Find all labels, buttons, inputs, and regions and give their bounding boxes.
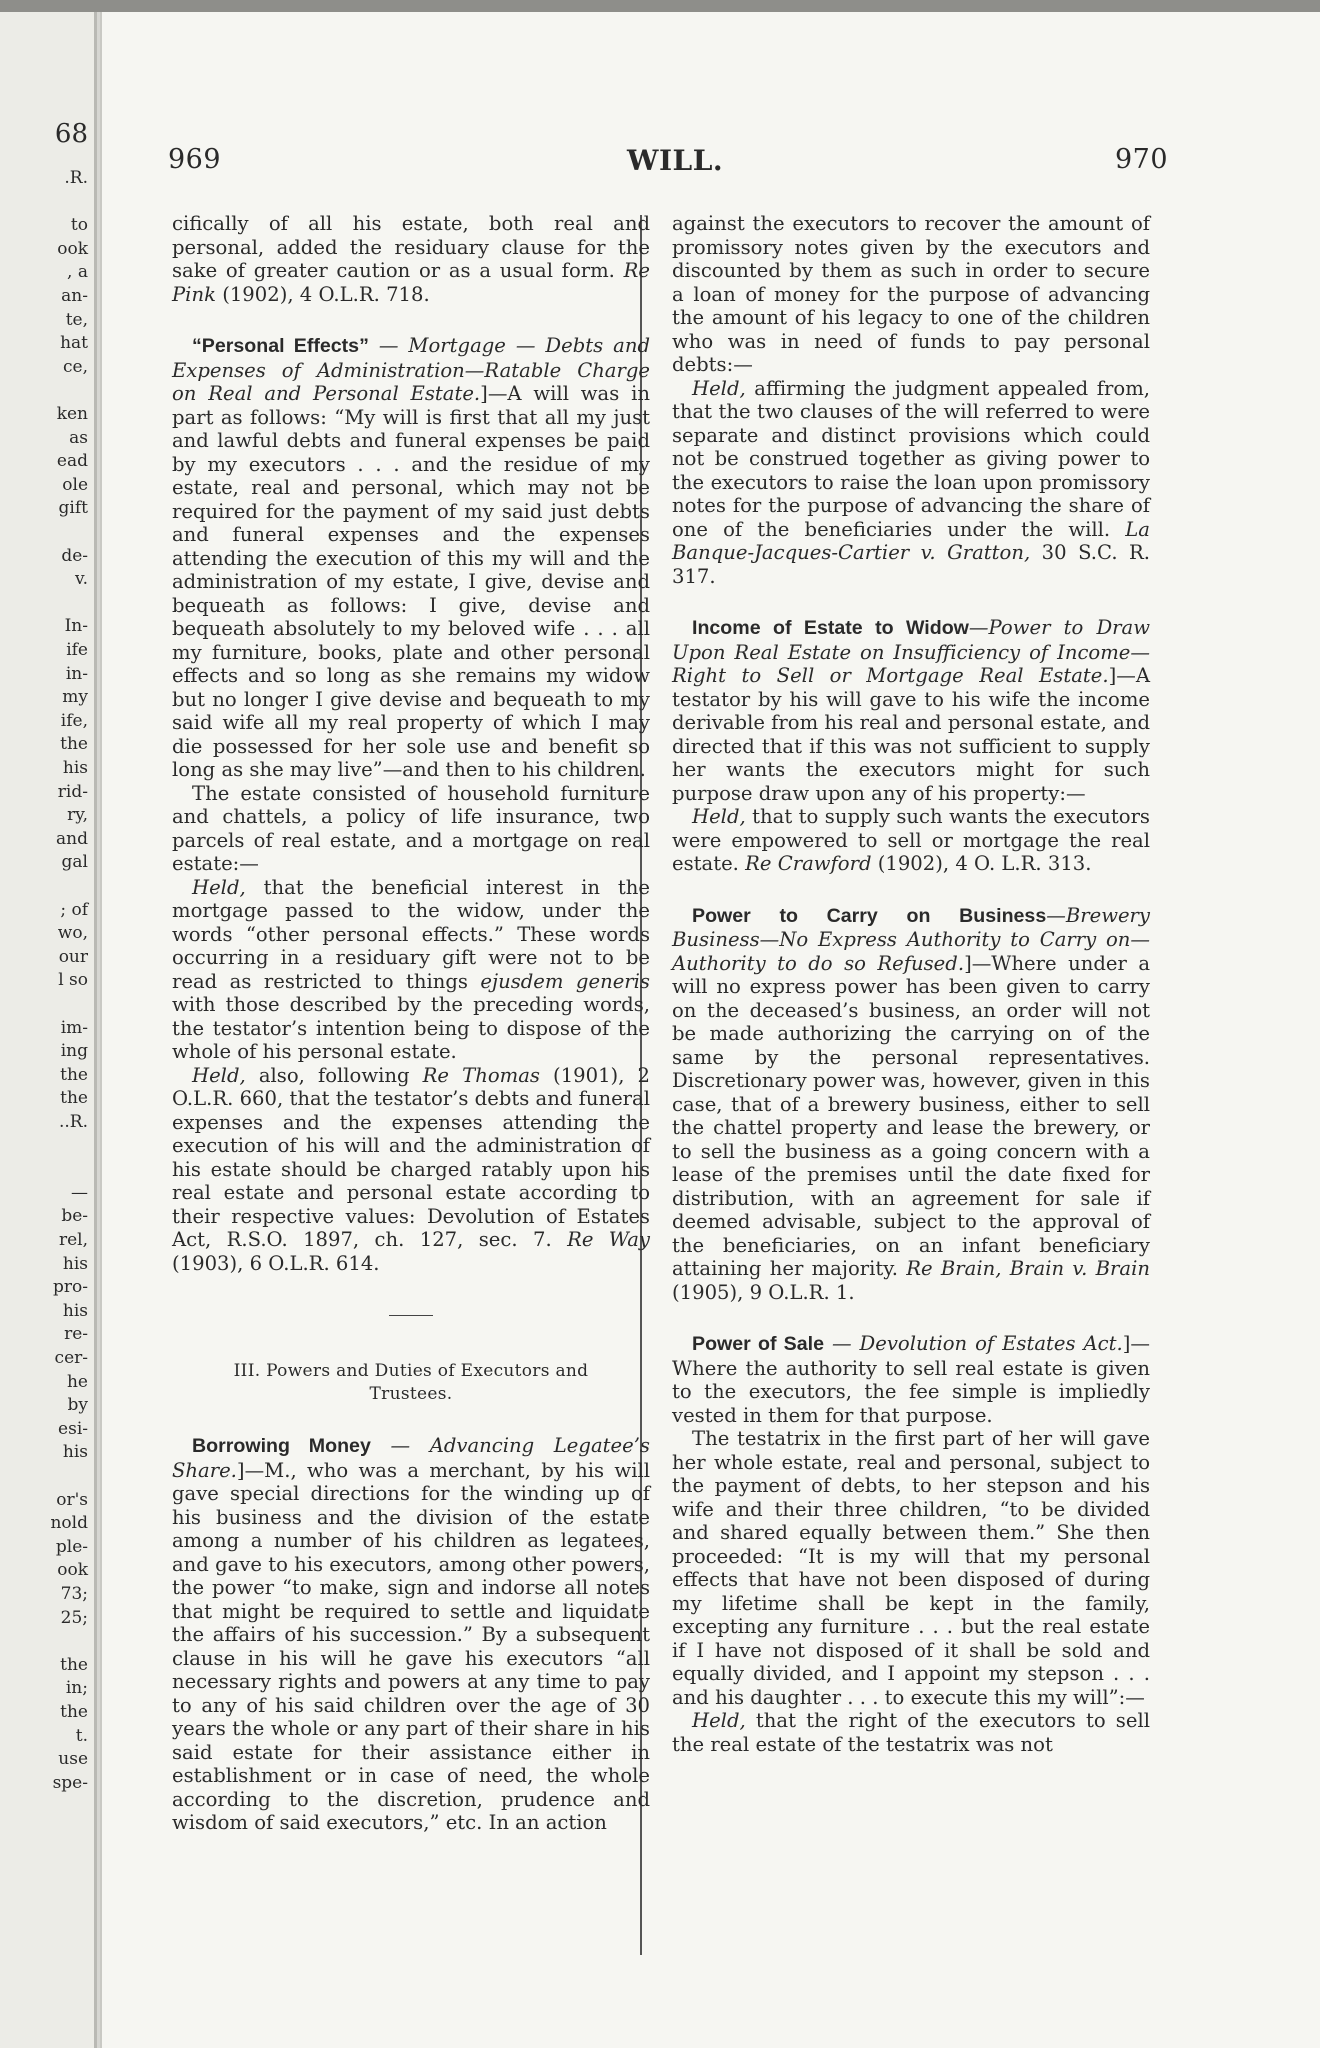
paragraph: Held, that the beneficial interest in the mortgage passed to the widow, under the words “other personal effects.” These words occurring in a residuary gift were not to be read as restricted to things ejusdem generis with those described by the preceding words, the testator’s intention being to dispose of the whole of his personal estate. <box>172 875 650 1063</box>
heading: Power of Sale <box>692 1333 824 1355</box>
prev-page-fragment: by <box>67 1395 88 1416</box>
heading: Income of Estate to Widow <box>692 617 969 639</box>
prev-page-fragment: ife <box>66 640 88 660</box>
paragraph: Held, that the right of the executors to sell the real estate of the testatrix was not <box>672 1709 1150 1756</box>
paragraph: Held, affirming the judgment appealed from, that the two clauses of the will referred to were separate and distinct provisions which could not be construed together as giving power to the executors to raise the loan upon promissory notes for the purpose of advancing the share of one of the beneficiaries under the will. La Banque-Jacques-Cartier v. Gratton, 30 S.C. R. 317. <box>672 376 1151 588</box>
prev-page-fragment: to <box>70 215 88 236</box>
scan-top-edge <box>0 0 1320 12</box>
heading: “Personal Effects” <box>192 335 369 357</box>
prev-page-fragment: t. <box>75 1725 88 1746</box>
book-page <box>100 12 1320 2048</box>
prev-page-fragment: his <box>62 758 88 778</box>
prev-page-fragment: wo, <box>57 923 88 944</box>
prev-page-fragment: ife, <box>60 710 88 731</box>
heading: Borrowing Money <box>192 1435 371 1457</box>
prev-page-fragment: gift <box>58 498 88 519</box>
prev-page-fragment: the <box>60 1654 88 1675</box>
prev-page-fragment: de- <box>61 545 88 566</box>
prev-page-fragment: ead <box>56 451 88 472</box>
prev-page-fragment: te, <box>65 309 88 330</box>
right-column <box>672 212 1150 1756</box>
paragraph: The estate consisted of household furniture and chattels, a policy of life insurance, two parcels of real estate, and a mortgage on real estate:— <box>172 781 650 875</box>
paragraph: “Personal Effects” — Mortgage — Debts and Expenses of Administration—Ratable Charge on Real and Personal Estate.]—A will was in part as follows: “My will is first that all my just and lawful debts and funeral expenses be paid by my executors . . . and the residue of my estate, real and personal, which may not be required for the payment of my said just debts and funeral expenses and the expenses attending the execution of this my will and the administration of my estate, I give, devise and bequeath as follows: I give, devise and bequeath absolutely to my beloved wife . . . all my furniture, books, plate and other personal effects and so long as she remains my widow but no longer I give devise and bequeath to my said wife all my real property of which I may die possessed for her sole use and benefit so long as she may live”—and then to his children. <box>172 334 651 781</box>
left-column <box>172 212 650 1835</box>
prev-page-fragment: an- <box>61 286 88 306</box>
prev-page-fragment: 73; <box>60 1584 88 1604</box>
prev-page-fragment: or's <box>56 1489 88 1510</box>
prev-page-fragment: rel, <box>58 1230 88 1250</box>
prev-page-fragment: gal <box>61 852 88 873</box>
prev-page-fragment: ook <box>57 1560 88 1581</box>
prev-page-fragment: im- <box>60 1017 88 1038</box>
prev-page-fragment: the <box>60 734 88 755</box>
prev-page-fragment: v. <box>75 569 88 590</box>
prev-page-fragment: his <box>62 1442 88 1463</box>
previous-page-margin <box>0 12 97 2048</box>
prev-page-fragment: ; of <box>60 899 88 920</box>
prev-page-fragment: his <box>62 1253 88 1274</box>
prev-page-fragment: l so <box>58 970 88 991</box>
prev-page-fragment: 25; <box>60 1607 88 1628</box>
prev-page-fragment: nold <box>50 1513 88 1534</box>
prev-page-fragment: In- <box>64 616 88 637</box>
prev-page-fragment: in; <box>65 1678 88 1699</box>
section-rule <box>389 1315 433 1316</box>
prev-page-fragment: use <box>58 1749 88 1770</box>
prev-page-fragment: pro- <box>53 1277 88 1298</box>
prev-page-fragment: ple- <box>55 1536 88 1557</box>
prev-page-fragment: rid- <box>57 781 88 802</box>
prev-page-fragment: be- <box>61 1206 88 1227</box>
prev-page-fragment: and <box>56 828 88 849</box>
prev-page-fragment: cer- <box>54 1348 88 1368</box>
paragraph: Power of Sale — Devolution of Estates Act.]—Where the authority to sell real estate is given to the executors, the fee simple is impliedly vested in them for that purpose. <box>672 1332 1150 1427</box>
right-page-number: 970 <box>1115 144 1169 175</box>
paragraph: against the executors to recover the amount of promissory notes given by the executors and discounted by them as such in order to secure a loan of money for the purpose of advancing the amount of his legacy to one of the children who was in need of funds to pay personal debts:— <box>672 212 1150 376</box>
prev-page-fragment: ce, <box>63 356 88 377</box>
prev-page-fragment: hat <box>60 333 88 354</box>
prev-page-fragment: .R. <box>64 168 88 188</box>
prev-page-fragment: in- <box>65 663 88 684</box>
prev-page-fragment: ook <box>57 238 88 259</box>
prev-page-fragment: ing <box>60 1041 88 1062</box>
prev-page-fragment: — <box>71 1182 88 1203</box>
prev-page-fragment: he <box>66 1371 88 1392</box>
paragraph: The testatrix in the first part of her will gave her whole estate, real and personal, subject to the payment of debts, to her stepson and his wife and their three children, “to be divided and shared equally between them.” She then proceeded: “It is my will that my personal effects that have not been disposed of during my lifetime shall be kept in the family, excepting any furniture . . . but the real estate if I have not disposed of it shall be sold and equally divided, and I appoint my stepson . . . and his daughter . . . to execute this my will”:— <box>672 1427 1150 1709</box>
paragraph: Held, also, following Re Thomas (1901), 2 O.L.R. 660, that the testator’s debts and funeral expenses and the expenses attending the execution of his will and the administration of his estate should be charged ratably upon his real estate and personal estate according to their respective values: Devolution of Estates Act, R.S.O. 1897, ch. 127, sec. 7. Re Way (1903), 6 O.L.R. 614. <box>172 1063 650 1275</box>
prev-page-fragment: ken <box>56 404 88 424</box>
paragraph: Borrowing Money — Advancing Legatee’s Share.]—M., who was a merchant, by his will gave special directions for the winding up of his business and the division of the estate among a number of his children as legatees, and gave to his executors, among other powers, the power “to make, sign and indorse all notes that might be required to settle and liquidate the affairs of his succession.” By a subsequent clause in his will he gave his executors “all necessary rights and powers at any time to pay to any of his said children over the age of 30 years the whole or any part of their share in his said estate for their assistance either in establishment or in case of need, the whole according to the discretion, prudence and wisdom of said executors,” etc. In an action <box>172 1434 650 1834</box>
left-page-number: 969 <box>168 144 222 175</box>
section-title: III. Powers and Duties of Executors and Trustees. <box>233 1361 589 1404</box>
prev-page-fragment: 68 <box>54 119 88 149</box>
heading: Power to Carry on Business <box>692 904 1047 927</box>
prev-page-fragment: our <box>58 946 88 967</box>
paragraph: Income of Estate to Widow—Power to Draw Upon Real Estate on Insufficiency of Income—Right to Sell or Mortgage Real Estate.]—A testator by his will gave to his wife the income derivable from his real and personal estate, and directed that if this was not sufficient to supply her wants the executors might for such purpose draw upon any of his property:— <box>672 616 1150 805</box>
paragraph: cifically of all his estate, both real and personal, added the residuary clause for the sake of greater caution or as a usual form. Re Pink (1902), 4 O.L.R. 718. <box>172 212 651 306</box>
running-title: WILL. <box>627 144 724 177</box>
prev-page-fragment: my <box>62 687 88 708</box>
prev-page-fragment: , a <box>67 262 88 283</box>
prev-page-fragment: the <box>60 1088 88 1109</box>
prev-page-fragment: ole <box>62 474 88 495</box>
prev-page-fragment: ..R. <box>58 1112 88 1132</box>
prev-page-fragment: re- <box>64 1324 88 1345</box>
prev-page-fragment: the <box>60 1064 88 1085</box>
prev-page-fragment: esi- <box>58 1418 88 1439</box>
prev-page-fragment: as <box>69 427 88 448</box>
paragraph: Held, that to supply such wants the executors were empowered to sell or mortgage the real estate. Re Crawford (1902), 4 O. L.R. 313. <box>672 805 1150 875</box>
prev-page-fragment: the <box>60 1702 88 1722</box>
prev-page-fragment: his <box>62 1300 88 1321</box>
prev-page-fragment: ry, <box>67 805 88 826</box>
prev-page-fragment: spe- <box>52 1772 88 1793</box>
paragraph: Power to Carry on Business—Brewery Business—No Express Authority to Carry on—Authority to do so Refused.]—Where under a will no express power has been given to carry on the deceased’s business, an order will not be made authorizing the carrying on of the same by the personal representatives. Discretionary power was, however, given in this case, that of a brewery business, either to sell the chattel property and lease the brewery, or to sell the business as a going concern with a lease of the premises until the date fixed for distribution, with an agreement for sale if deemed advisable, subject to the approval of the beneficiaries, on an infant beneficiary attaining her majority. Re Brain, Brain v. Brain (1905), 9 O.L.R. 1. <box>672 903 1150 1304</box>
